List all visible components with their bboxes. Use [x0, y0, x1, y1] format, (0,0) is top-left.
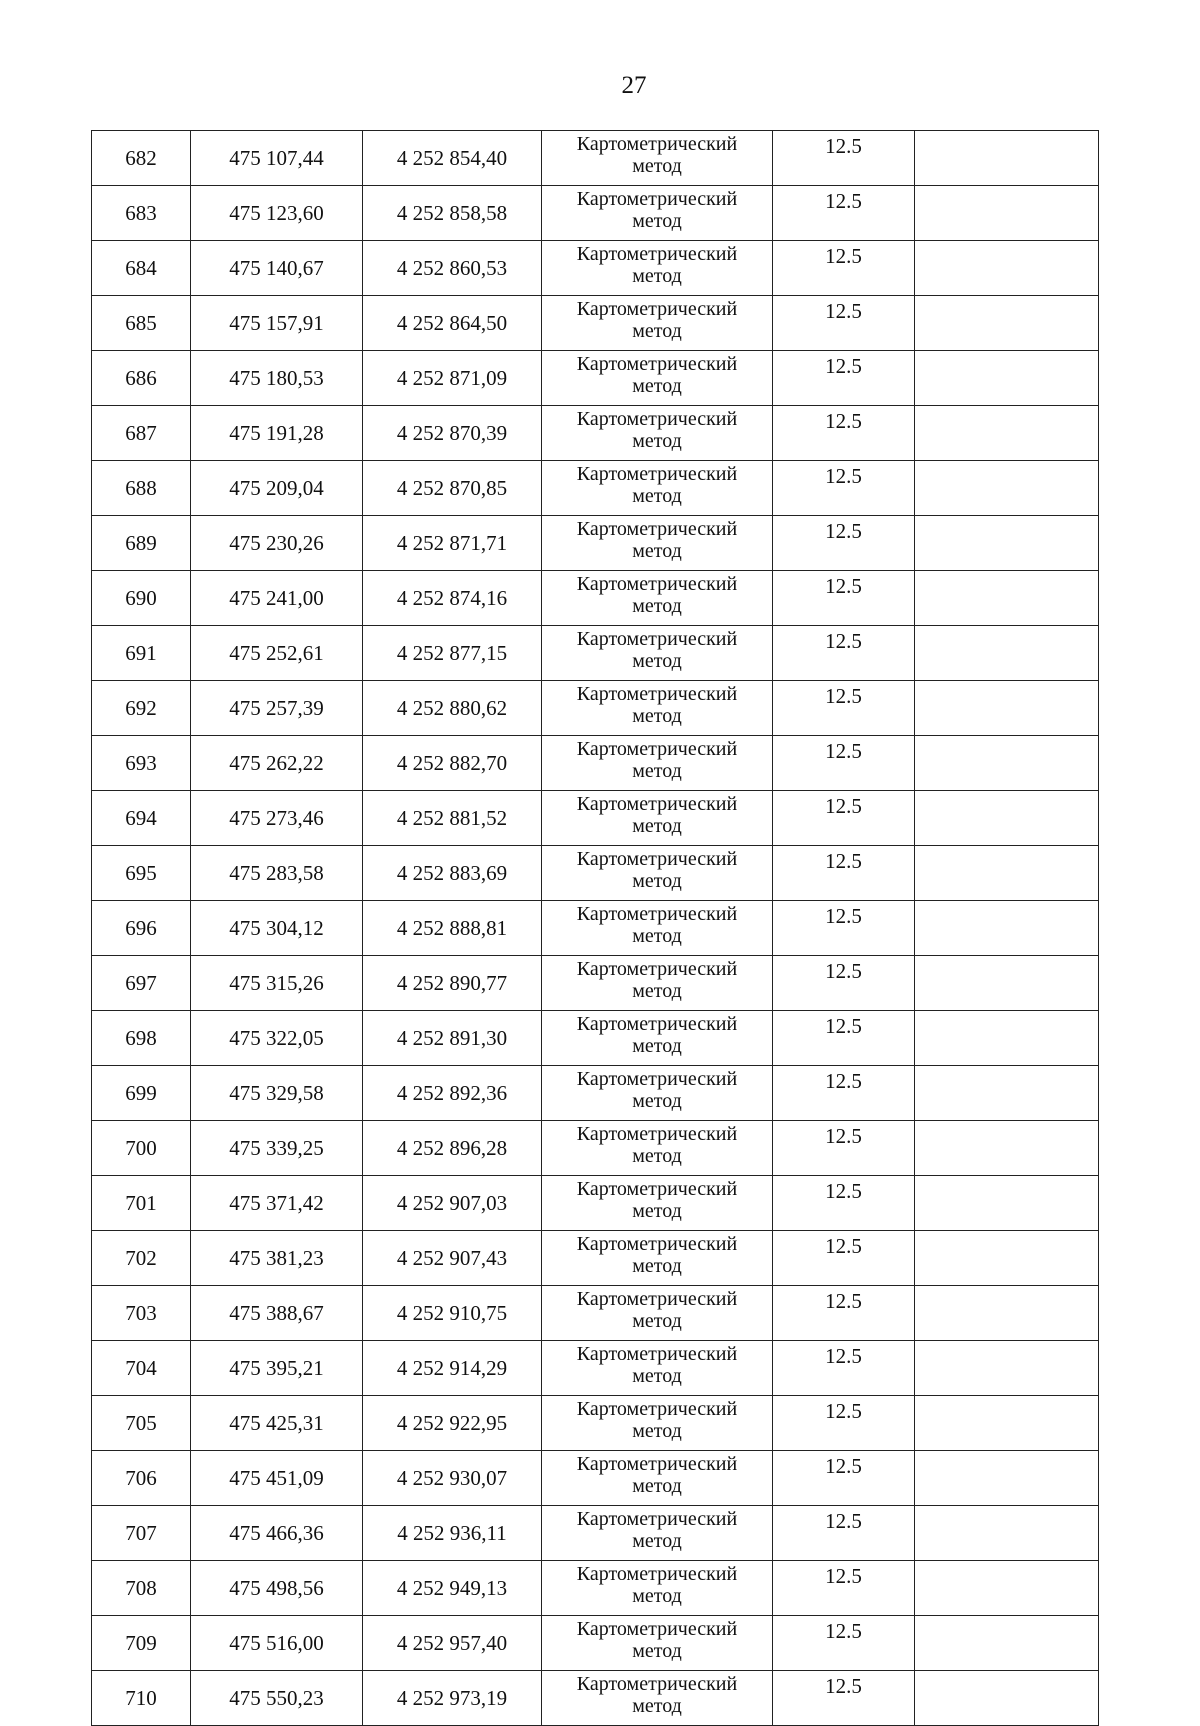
point-number-cell: 703 — [92, 1286, 191, 1341]
method-cell — [542, 571, 773, 626]
table-row — [92, 241, 1099, 296]
x-coordinate-cell: 475 395,21 — [191, 1341, 363, 1396]
x-coordinate-cell: 475 329,58 — [191, 1066, 363, 1121]
method-line-2: метод — [632, 1145, 682, 1167]
x-coordinate-cell: 475 388,67 — [191, 1286, 363, 1341]
coordinates-table — [91, 130, 1099, 1726]
y-coordinate-cell: 4 252 871,71 — [363, 516, 542, 571]
accuracy-cell: 12.5 — [773, 846, 915, 901]
empty-cell — [915, 131, 1099, 186]
table-row — [92, 461, 1099, 516]
y-coordinate-cell: 4 252 973,19 — [363, 1671, 542, 1726]
method-line-1: Картометрический — [576, 683, 738, 705]
table-body — [92, 131, 1099, 1726]
method-cell — [542, 241, 773, 296]
y-coordinate-cell: 4 252 922,95 — [363, 1396, 542, 1451]
method-cell — [542, 1286, 773, 1341]
accuracy-cell: 12.5 — [773, 1506, 915, 1561]
table-row — [92, 956, 1099, 1011]
method-line-1: Картометрический — [576, 243, 738, 265]
point-number-cell: 702 — [92, 1231, 191, 1286]
method-cell — [542, 1451, 773, 1506]
method-cell — [542, 736, 773, 791]
empty-cell — [915, 1671, 1099, 1726]
method-line-1: Картометрический — [576, 1068, 738, 1090]
y-coordinate-cell: 4 252 890,77 — [363, 956, 542, 1011]
method-cell — [542, 406, 773, 461]
accuracy-cell: 12.5 — [773, 241, 915, 296]
method-line-1: Картометрический — [576, 848, 738, 870]
point-number-cell: 707 — [92, 1506, 191, 1561]
point-number-cell: 697 — [92, 956, 191, 1011]
method-line-2: метод — [632, 1365, 682, 1387]
accuracy-cell: 12.5 — [773, 1616, 915, 1671]
method-line-2: метод — [632, 1530, 682, 1552]
point-number-cell: 689 — [92, 516, 191, 571]
method-cell — [542, 956, 773, 1011]
empty-cell — [915, 626, 1099, 681]
method-line-2: метод — [632, 1090, 682, 1112]
x-coordinate-cell: 475 157,91 — [191, 296, 363, 351]
empty-cell — [915, 1506, 1099, 1561]
y-coordinate-cell: 4 252 957,40 — [363, 1616, 542, 1671]
method-line-2: метод — [632, 705, 682, 727]
point-number-cell: 698 — [92, 1011, 191, 1066]
method-cell — [542, 1231, 773, 1286]
method-cell — [542, 186, 773, 241]
point-number-cell: 694 — [92, 791, 191, 846]
method-line-2: метод — [632, 320, 682, 342]
accuracy-cell: 12.5 — [773, 736, 915, 791]
y-coordinate-cell: 4 252 874,16 — [363, 571, 542, 626]
y-coordinate-cell: 4 252 870,85 — [363, 461, 542, 516]
table-row — [92, 1506, 1099, 1561]
y-coordinate-cell: 4 252 896,28 — [363, 1121, 542, 1176]
y-coordinate-cell: 4 252 888,81 — [363, 901, 542, 956]
accuracy-cell: 12.5 — [773, 406, 915, 461]
empty-cell — [915, 1396, 1099, 1451]
method-cell — [542, 1066, 773, 1121]
accuracy-cell: 12.5 — [773, 516, 915, 571]
table-row — [92, 846, 1099, 901]
point-number-cell: 686 — [92, 351, 191, 406]
table-row — [92, 1011, 1099, 1066]
page-number: 27 — [621, 72, 647, 99]
method-line-2: метод — [632, 1420, 682, 1442]
empty-cell — [915, 1616, 1099, 1671]
table-row — [92, 296, 1099, 351]
method-cell — [542, 1561, 773, 1616]
y-coordinate-cell: 4 252 914,29 — [363, 1341, 542, 1396]
table-row — [92, 736, 1099, 791]
point-number-cell: 688 — [92, 461, 191, 516]
accuracy-cell: 12.5 — [773, 791, 915, 846]
method-cell — [542, 516, 773, 571]
method-cell — [542, 901, 773, 956]
method-line-2: метод — [632, 1585, 682, 1607]
empty-cell — [915, 241, 1099, 296]
y-coordinate-cell: 4 252 860,53 — [363, 241, 542, 296]
table-row — [92, 406, 1099, 461]
x-coordinate-cell: 475 339,25 — [191, 1121, 363, 1176]
method-line-2: метод — [632, 485, 682, 507]
y-coordinate-cell: 4 252 907,43 — [363, 1231, 542, 1286]
empty-cell — [915, 461, 1099, 516]
y-coordinate-cell: 4 252 877,15 — [363, 626, 542, 681]
point-number-cell: 682 — [92, 131, 191, 186]
table-row — [92, 571, 1099, 626]
point-number-cell: 700 — [92, 1121, 191, 1176]
y-coordinate-cell: 4 252 930,07 — [363, 1451, 542, 1506]
table-row — [92, 1176, 1099, 1231]
x-coordinate-cell: 475 550,23 — [191, 1671, 363, 1726]
empty-cell — [915, 1121, 1099, 1176]
accuracy-cell: 12.5 — [773, 956, 915, 1011]
accuracy-cell: 12.5 — [773, 1396, 915, 1451]
accuracy-cell: 12.5 — [773, 681, 915, 736]
method-line-2: метод — [632, 595, 682, 617]
accuracy-cell: 12.5 — [773, 1561, 915, 1616]
method-cell — [542, 131, 773, 186]
accuracy-cell: 12.5 — [773, 1176, 915, 1231]
table-row — [92, 186, 1099, 241]
point-number-cell: 708 — [92, 1561, 191, 1616]
method-line-1: Картометрический — [576, 1288, 738, 1310]
empty-cell — [915, 736, 1099, 791]
point-number-cell: 684 — [92, 241, 191, 296]
method-cell — [542, 1176, 773, 1231]
point-number-cell: 687 — [92, 406, 191, 461]
x-coordinate-cell: 475 180,53 — [191, 351, 363, 406]
table-row — [92, 626, 1099, 681]
x-coordinate-cell: 475 322,05 — [191, 1011, 363, 1066]
x-coordinate-cell: 475 107,44 — [191, 131, 363, 186]
point-number-cell: 709 — [92, 1616, 191, 1671]
method-line-2: метод — [632, 1475, 682, 1497]
method-line-2: метод — [632, 430, 682, 452]
method-line-1: Картометрический — [576, 1343, 738, 1365]
method-line-1: Картометрический — [576, 1508, 738, 1530]
x-coordinate-cell: 475 257,39 — [191, 681, 363, 736]
method-line-2: метод — [632, 155, 682, 177]
accuracy-cell: 12.5 — [773, 1231, 915, 1286]
table-row — [92, 1396, 1099, 1451]
x-coordinate-cell: 475 315,26 — [191, 956, 363, 1011]
method-line-2: метод — [632, 1200, 682, 1222]
method-line-1: Картометрический — [576, 1453, 738, 1475]
accuracy-cell: 12.5 — [773, 461, 915, 516]
method-line-1: Картометрический — [576, 793, 738, 815]
x-coordinate-cell: 475 283,58 — [191, 846, 363, 901]
x-coordinate-cell: 475 241,00 — [191, 571, 363, 626]
x-coordinate-cell: 475 371,42 — [191, 1176, 363, 1231]
x-coordinate-cell: 475 209,04 — [191, 461, 363, 516]
method-cell — [542, 351, 773, 406]
empty-cell — [915, 296, 1099, 351]
point-number-cell: 706 — [92, 1451, 191, 1506]
point-number-cell: 691 — [92, 626, 191, 681]
y-coordinate-cell: 4 252 882,70 — [363, 736, 542, 791]
empty-cell — [915, 516, 1099, 571]
method-line-2: метод — [632, 1255, 682, 1277]
method-line-2: метод — [632, 210, 682, 232]
method-cell — [542, 846, 773, 901]
method-cell — [542, 791, 773, 846]
table-row — [92, 1671, 1099, 1726]
empty-cell — [915, 406, 1099, 461]
accuracy-cell: 12.5 — [773, 1121, 915, 1176]
x-coordinate-cell: 475 191,28 — [191, 406, 363, 461]
accuracy-cell: 12.5 — [773, 1066, 915, 1121]
x-coordinate-cell: 475 230,26 — [191, 516, 363, 571]
x-coordinate-cell: 475 516,00 — [191, 1616, 363, 1671]
method-line-1: Картометрический — [576, 1563, 738, 1585]
table-row — [92, 351, 1099, 406]
empty-cell — [915, 1561, 1099, 1616]
accuracy-cell: 12.5 — [773, 1341, 915, 1396]
method-line-2: метод — [632, 1695, 682, 1717]
table-row — [92, 1616, 1099, 1671]
y-coordinate-cell: 4 252 936,11 — [363, 1506, 542, 1561]
accuracy-cell: 12.5 — [773, 626, 915, 681]
method-line-2: метод — [632, 375, 682, 397]
point-number-cell: 704 — [92, 1341, 191, 1396]
x-coordinate-cell: 475 273,46 — [191, 791, 363, 846]
method-line-1: Картометрический — [576, 738, 738, 760]
accuracy-cell: 12.5 — [773, 901, 915, 956]
accuracy-cell: 12.5 — [773, 1451, 915, 1506]
method-cell — [542, 1341, 773, 1396]
accuracy-cell: 12.5 — [773, 186, 915, 241]
y-coordinate-cell: 4 252 881,52 — [363, 791, 542, 846]
table-row — [92, 1286, 1099, 1341]
empty-cell — [915, 186, 1099, 241]
method-cell — [542, 1396, 773, 1451]
method-cell — [542, 1121, 773, 1176]
empty-cell — [915, 681, 1099, 736]
table-row — [92, 681, 1099, 736]
empty-cell — [915, 1011, 1099, 1066]
table-row — [92, 1066, 1099, 1121]
y-coordinate-cell: 4 252 870,39 — [363, 406, 542, 461]
method-line-2: метод — [632, 265, 682, 287]
table-row — [92, 131, 1099, 186]
empty-cell — [915, 1341, 1099, 1396]
y-coordinate-cell: 4 252 854,40 — [363, 131, 542, 186]
method-line-2: метод — [632, 925, 682, 947]
x-coordinate-cell: 475 425,31 — [191, 1396, 363, 1451]
method-line-1: Картометрический — [576, 1123, 738, 1145]
method-line-1: Картометрический — [576, 463, 738, 485]
accuracy-cell: 12.5 — [773, 296, 915, 351]
x-coordinate-cell: 475 498,56 — [191, 1561, 363, 1616]
y-coordinate-cell: 4 252 949,13 — [363, 1561, 542, 1616]
method-line-1: Картометрический — [576, 1618, 738, 1640]
x-coordinate-cell: 475 304,12 — [191, 901, 363, 956]
method-line-2: метод — [632, 870, 682, 892]
y-coordinate-cell: 4 252 883,69 — [363, 846, 542, 901]
x-coordinate-cell: 475 252,61 — [191, 626, 363, 681]
x-coordinate-cell: 475 466,36 — [191, 1506, 363, 1561]
empty-cell — [915, 1176, 1099, 1231]
method-line-1: Картометрический — [576, 573, 738, 595]
table-row — [92, 516, 1099, 571]
empty-cell — [915, 956, 1099, 1011]
table-row — [92, 1121, 1099, 1176]
accuracy-cell: 12.5 — [773, 1671, 915, 1726]
accuracy-cell: 12.5 — [773, 1286, 915, 1341]
method-line-1: Картометрический — [576, 1013, 738, 1035]
method-line-1: Картометрический — [576, 353, 738, 375]
empty-cell — [915, 1451, 1099, 1506]
method-line-2: метод — [632, 1035, 682, 1057]
method-line-2: метод — [632, 980, 682, 1002]
y-coordinate-cell: 4 252 871,09 — [363, 351, 542, 406]
method-line-2: метод — [632, 760, 682, 782]
table-row — [92, 1561, 1099, 1616]
method-line-2: метод — [632, 540, 682, 562]
point-number-cell: 690 — [92, 571, 191, 626]
method-cell — [542, 626, 773, 681]
method-cell — [542, 461, 773, 516]
method-cell — [542, 1506, 773, 1561]
x-coordinate-cell: 475 123,60 — [191, 186, 363, 241]
method-line-1: Картометрический — [576, 133, 738, 155]
method-line-2: метод — [632, 815, 682, 837]
method-line-1: Картометрический — [576, 628, 738, 650]
accuracy-cell: 12.5 — [773, 351, 915, 406]
method-line-2: метод — [632, 650, 682, 672]
method-line-2: метод — [632, 1310, 682, 1332]
table-row — [92, 1341, 1099, 1396]
table-row — [92, 791, 1099, 846]
table-row — [92, 901, 1099, 956]
point-number-cell: 695 — [92, 846, 191, 901]
method-line-1: Картометрический — [576, 298, 738, 320]
point-number-cell: 705 — [92, 1396, 191, 1451]
y-coordinate-cell: 4 252 864,50 — [363, 296, 542, 351]
x-coordinate-cell: 475 381,23 — [191, 1231, 363, 1286]
accuracy-cell: 12.5 — [773, 571, 915, 626]
empty-cell — [915, 1231, 1099, 1286]
point-number-cell: 710 — [92, 1671, 191, 1726]
empty-cell — [915, 351, 1099, 406]
point-number-cell: 699 — [92, 1066, 191, 1121]
empty-cell — [915, 901, 1099, 956]
method-line-1: Картометрический — [576, 518, 738, 540]
y-coordinate-cell: 4 252 858,58 — [363, 186, 542, 241]
y-coordinate-cell: 4 252 891,30 — [363, 1011, 542, 1066]
accuracy-cell: 12.5 — [773, 131, 915, 186]
method-cell — [542, 1671, 773, 1726]
method-line-2: метод — [632, 1640, 682, 1662]
empty-cell — [915, 1066, 1099, 1121]
empty-cell — [915, 791, 1099, 846]
x-coordinate-cell: 475 262,22 — [191, 736, 363, 791]
method-line-1: Картометрический — [576, 1178, 738, 1200]
point-number-cell: 683 — [92, 186, 191, 241]
method-cell — [542, 296, 773, 351]
y-coordinate-cell: 4 252 910,75 — [363, 1286, 542, 1341]
y-coordinate-cell: 4 252 880,62 — [363, 681, 542, 736]
y-coordinate-cell: 4 252 907,03 — [363, 1176, 542, 1231]
method-line-1: Картометрический — [576, 188, 738, 210]
accuracy-cell: 12.5 — [773, 1011, 915, 1066]
method-cell — [542, 1011, 773, 1066]
method-line-1: Картометрический — [576, 1398, 738, 1420]
method-line-1: Картометрический — [576, 408, 738, 430]
method-line-1: Картометрический — [576, 903, 738, 925]
empty-cell — [915, 846, 1099, 901]
empty-cell — [915, 571, 1099, 626]
point-number-cell: 696 — [92, 901, 191, 956]
point-number-cell: 693 — [92, 736, 191, 791]
table-row — [92, 1451, 1099, 1506]
point-number-cell: 685 — [92, 296, 191, 351]
method-line-1: Картометрический — [576, 1673, 738, 1695]
point-number-cell: 701 — [92, 1176, 191, 1231]
method-cell — [542, 681, 773, 736]
point-number-cell: 692 — [92, 681, 191, 736]
y-coordinate-cell: 4 252 892,36 — [363, 1066, 542, 1121]
table-row — [92, 1231, 1099, 1286]
x-coordinate-cell: 475 451,09 — [191, 1451, 363, 1506]
method-cell — [542, 1616, 773, 1671]
method-line-1: Картометрический — [576, 1233, 738, 1255]
method-line-1: Картометрический — [576, 958, 738, 980]
empty-cell — [915, 1286, 1099, 1341]
x-coordinate-cell: 475 140,67 — [191, 241, 363, 296]
